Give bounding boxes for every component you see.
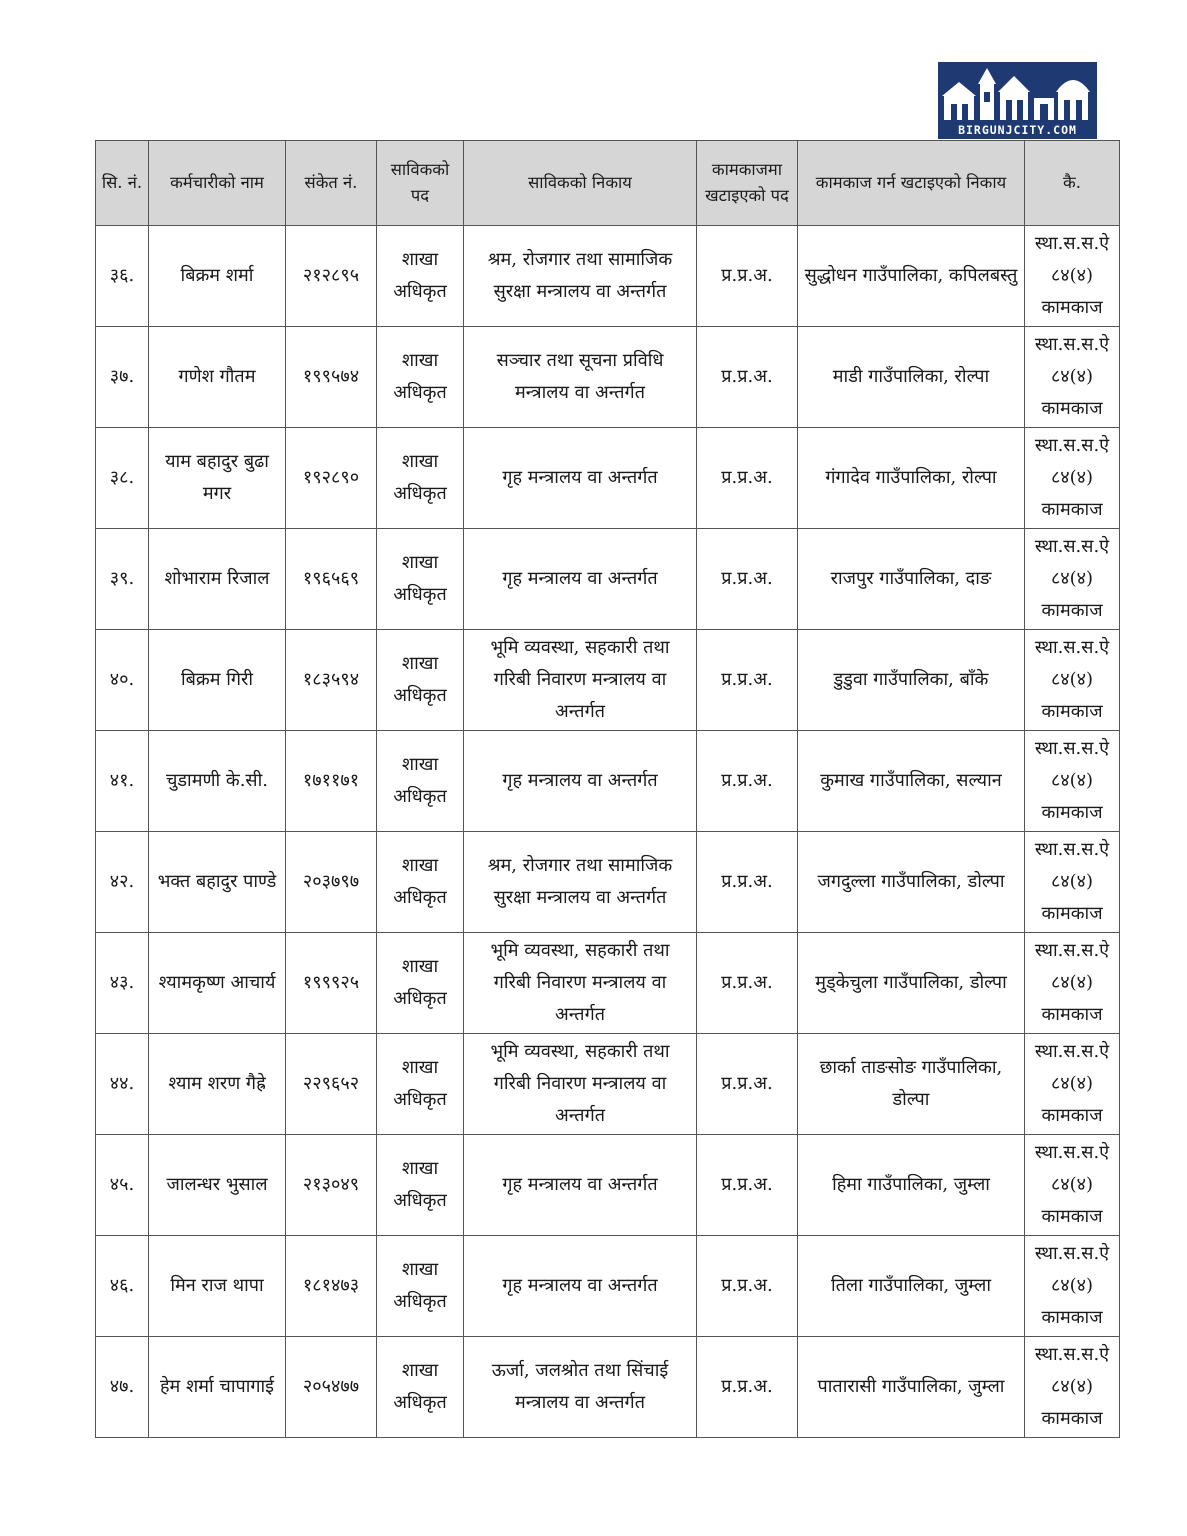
cell-assigned-post: प्र.प्र.अ. [697, 731, 798, 832]
cell-assigned-office: गंगादेव गाउँपालिका, रोल्पा [798, 428, 1025, 529]
cell-prev-office: सञ्चार तथा सूचना प्रविधि मन्त्रालय वा अन्तर्गत [464, 327, 697, 428]
cell-code: १९९९२५ [286, 933, 377, 1034]
cell-name: श्याम शरण गैह्रे [149, 1034, 286, 1135]
cell-assigned-post: प्र.प्र.अ. [697, 1337, 798, 1438]
table-row [96, 1034, 1120, 1135]
cell-remarks: स्था.स.स.ऐ ८४(४) कामकाज [1025, 529, 1120, 630]
cell-prev-office: भूमि व्यवस्था, सहकारी तथा गरिबी निवारण मन्त्रालय वा अन्तर्गत [464, 933, 697, 1034]
cell-serial: ३६. [96, 226, 149, 327]
cell-assigned-office: डुडुवा गाउँपालिका, बाँके [798, 630, 1025, 731]
cell-prev-office: श्रम, रोजगार तथा सामाजिक सुरक्षा मन्त्रालय वा अन्तर्गत [464, 832, 697, 933]
cell-prev-post: शाखा अधिकृत [377, 630, 464, 731]
cell-code: १७११७१ [286, 731, 377, 832]
cell-prev-post: शाखा अधिकृत [377, 731, 464, 832]
cell-assigned-post: प्र.प्र.अ. [697, 630, 798, 731]
table-row [96, 1236, 1120, 1337]
cell-remarks: स्था.स.स.ऐ ८४(४) कामकाज [1025, 630, 1120, 731]
cell-code: २१३०४९ [286, 1135, 377, 1236]
cell-assigned-office: राजपुर गाउँपालिका, दाङ [798, 529, 1025, 630]
cell-name: मिन राज थापा [149, 1236, 286, 1337]
cell-remarks: स्था.स.स.ऐ ८४(४) कामकाज [1025, 327, 1120, 428]
table-row [96, 630, 1120, 731]
cell-code: १९९५७४ [286, 327, 377, 428]
table-row [96, 1135, 1120, 1236]
cell-assigned-post: प्र.प्र.अ. [697, 529, 798, 630]
table-row [96, 226, 1120, 327]
cell-serial: ४७. [96, 1337, 149, 1438]
cell-name: जालन्धर भुसाल [149, 1135, 286, 1236]
cell-name: हेम शर्मा चापागाई [149, 1337, 286, 1438]
cell-remarks: स्था.स.स.ऐ ८४(४) कामकाज [1025, 731, 1120, 832]
cell-code: १८३५९४ [286, 630, 377, 731]
logo-text: BIRGUNJCITY.COM [958, 123, 1077, 137]
staff-assignment-table [95, 140, 1120, 1438]
cell-name: भक्त बहादुर पाण्डे [149, 832, 286, 933]
cell-remarks: स्था.स.स.ऐ ८४(४) कामकाज [1025, 428, 1120, 529]
cell-remarks: स्था.स.स.ऐ ८४(४) कामकाज [1025, 226, 1120, 327]
cell-name: बिक्रम शर्मा [149, 226, 286, 327]
table-row [96, 529, 1120, 630]
cell-assigned-office: जगदुल्ला गाउँपालिका, डोल्पा [798, 832, 1025, 933]
header-assigned-post: कामकाजमा खटाइएको पद [697, 141, 798, 226]
cell-serial: ४५. [96, 1135, 149, 1236]
cell-assigned-post: प्र.प्र.अ. [697, 1034, 798, 1135]
cell-serial: ४४. [96, 1034, 149, 1135]
cell-name: बिक्रम गिरी [149, 630, 286, 731]
cell-prev-post: शाखा अधिकृत [377, 1337, 464, 1438]
cell-prev-post: शाखा अधिकृत [377, 428, 464, 529]
cell-code: २२९६५२ [286, 1034, 377, 1135]
table-header-row [96, 141, 1120, 226]
header-remarks: कै. [1025, 141, 1120, 226]
cell-assigned-office: कुमाख गाउँपालिका, सल्यान [798, 731, 1025, 832]
cell-assigned-office: पातारासी गाउँपालिका, जुम्ला [798, 1337, 1025, 1438]
cell-assigned-office: तिला गाउँपालिका, जुम्ला [798, 1236, 1025, 1337]
cell-prev-post: शाखा अधिकृत [377, 1135, 464, 1236]
cell-remarks: स्था.स.स.ऐ ८४(४) कामकाज [1025, 1034, 1120, 1135]
table-row [96, 933, 1120, 1034]
cell-prev-post: शाखा अधिकृत [377, 1236, 464, 1337]
cell-prev-post: शाखा अधिकृत [377, 529, 464, 630]
cell-name: गणेश गौतम [149, 327, 286, 428]
cell-assigned-post: प्र.प्र.अ. [697, 1236, 798, 1337]
cell-prev-office: श्रम, रोजगार तथा सामाजिक सुरक्षा मन्त्रालय वा अन्तर्गत [464, 226, 697, 327]
cell-name: शोभाराम रिजाल [149, 529, 286, 630]
cell-assigned-office: छार्का ताङसोङ गाउँपालिका, डोल्पा [798, 1034, 1025, 1135]
cell-name: याम बहादुर बुढा मगर [149, 428, 286, 529]
table-row [96, 327, 1120, 428]
temple-skyline-icon [938, 62, 1097, 124]
table-row [96, 428, 1120, 529]
cell-remarks: स्था.स.स.ऐ ८४(४) कामकाज [1025, 832, 1120, 933]
cell-prev-office: गृह मन्त्रालय वा अन्तर्गत [464, 1135, 697, 1236]
table-row [96, 731, 1120, 832]
cell-assigned-office: माडी गाउँपालिका, रोल्पा [798, 327, 1025, 428]
cell-assigned-post: प्र.प्र.अ. [697, 1135, 798, 1236]
table-row [96, 1337, 1120, 1438]
cell-prev-office: ऊर्जा, जलश्रोत तथा सिंचाई मन्त्रालय वा अन्तर्गत [464, 1337, 697, 1438]
cell-remarks: स्था.स.स.ऐ ८४(४) कामकाज [1025, 1337, 1120, 1438]
site-logo [938, 62, 1097, 139]
header-name: कर्मचारीको नाम [149, 141, 286, 226]
header-serial: सि. नं. [96, 141, 149, 226]
cell-assigned-post: प्र.प्र.अ. [697, 327, 798, 428]
cell-code: २०३७९७ [286, 832, 377, 933]
cell-code: १८१४७३ [286, 1236, 377, 1337]
cell-serial: ४२. [96, 832, 149, 933]
cell-prev-office: गृह मन्त्रालय वा अन्तर्गत [464, 529, 697, 630]
cell-prev-post: शाखा अधिकृत [377, 933, 464, 1034]
cell-assigned-post: प्र.प्र.अ. [697, 428, 798, 529]
cell-prev-office: भूमि व्यवस्था, सहकारी तथा गरिबी निवारण मन्त्रालय वा अन्तर्गत [464, 1034, 697, 1135]
cell-remarks: स्था.स.स.ऐ ८४(४) कामकाज [1025, 1236, 1120, 1337]
cell-serial: ३८. [96, 428, 149, 529]
cell-serial: ४०. [96, 630, 149, 731]
cell-assigned-post: प्र.प्र.अ. [697, 832, 798, 933]
cell-remarks: स्था.स.स.ऐ ८४(४) कामकाज [1025, 1135, 1120, 1236]
cell-prev-office: गृह मन्त्रालय वा अन्तर्गत [464, 731, 697, 832]
cell-serial: ३९. [96, 529, 149, 630]
header-code: संकेत नं. [286, 141, 377, 226]
cell-prev-post: शाखा अधिकृत [377, 1034, 464, 1135]
cell-prev-office: भूमि व्यवस्था, सहकारी तथा गरिबी निवारण मन्त्रालय वा अन्तर्गत [464, 630, 697, 731]
cell-assigned-office: सुद्धोधन गाउँपालिका, कपिलबस्तु [798, 226, 1025, 327]
cell-serial: ४१. [96, 731, 149, 832]
cell-prev-office: गृह मन्त्रालय वा अन्तर्गत [464, 1236, 697, 1337]
cell-remarks: स्था.स.स.ऐ ८४(४) कामकाज [1025, 933, 1120, 1034]
cell-prev-post: शाखा अधिकृत [377, 226, 464, 327]
cell-serial: ४६. [96, 1236, 149, 1337]
cell-prev-post: शाखा अधिकृत [377, 832, 464, 933]
header-prev-office: साविकको निकाय [464, 141, 697, 226]
cell-assigned-post: प्र.प्र.अ. [697, 933, 798, 1034]
cell-code: २१२८९५ [286, 226, 377, 327]
cell-assigned-office: मुड्केचुला गाउँपालिका, डोल्पा [798, 933, 1025, 1034]
cell-name: श्यामकृष्ण आचार्य [149, 933, 286, 1034]
cell-code: १९६५६९ [286, 529, 377, 630]
cell-assigned-post: प्र.प्र.अ. [697, 226, 798, 327]
cell-prev-office: गृह मन्त्रालय वा अन्तर्गत [464, 428, 697, 529]
header-assigned-office: कामकाज गर्न खटाइएको निकाय [798, 141, 1025, 226]
cell-code: २०५४७७ [286, 1337, 377, 1438]
table-row [96, 832, 1120, 933]
header-prev-post: साविकको पद [377, 141, 464, 226]
cell-prev-post: शाखा अधिकृत [377, 327, 464, 428]
cell-code: १९२८९० [286, 428, 377, 529]
cell-serial: ३७. [96, 327, 149, 428]
cell-serial: ४३. [96, 933, 149, 1034]
cell-assigned-office: हिमा गाउँपालिका, जुम्ला [798, 1135, 1025, 1236]
cell-name: चुडामणी के.सी. [149, 731, 286, 832]
